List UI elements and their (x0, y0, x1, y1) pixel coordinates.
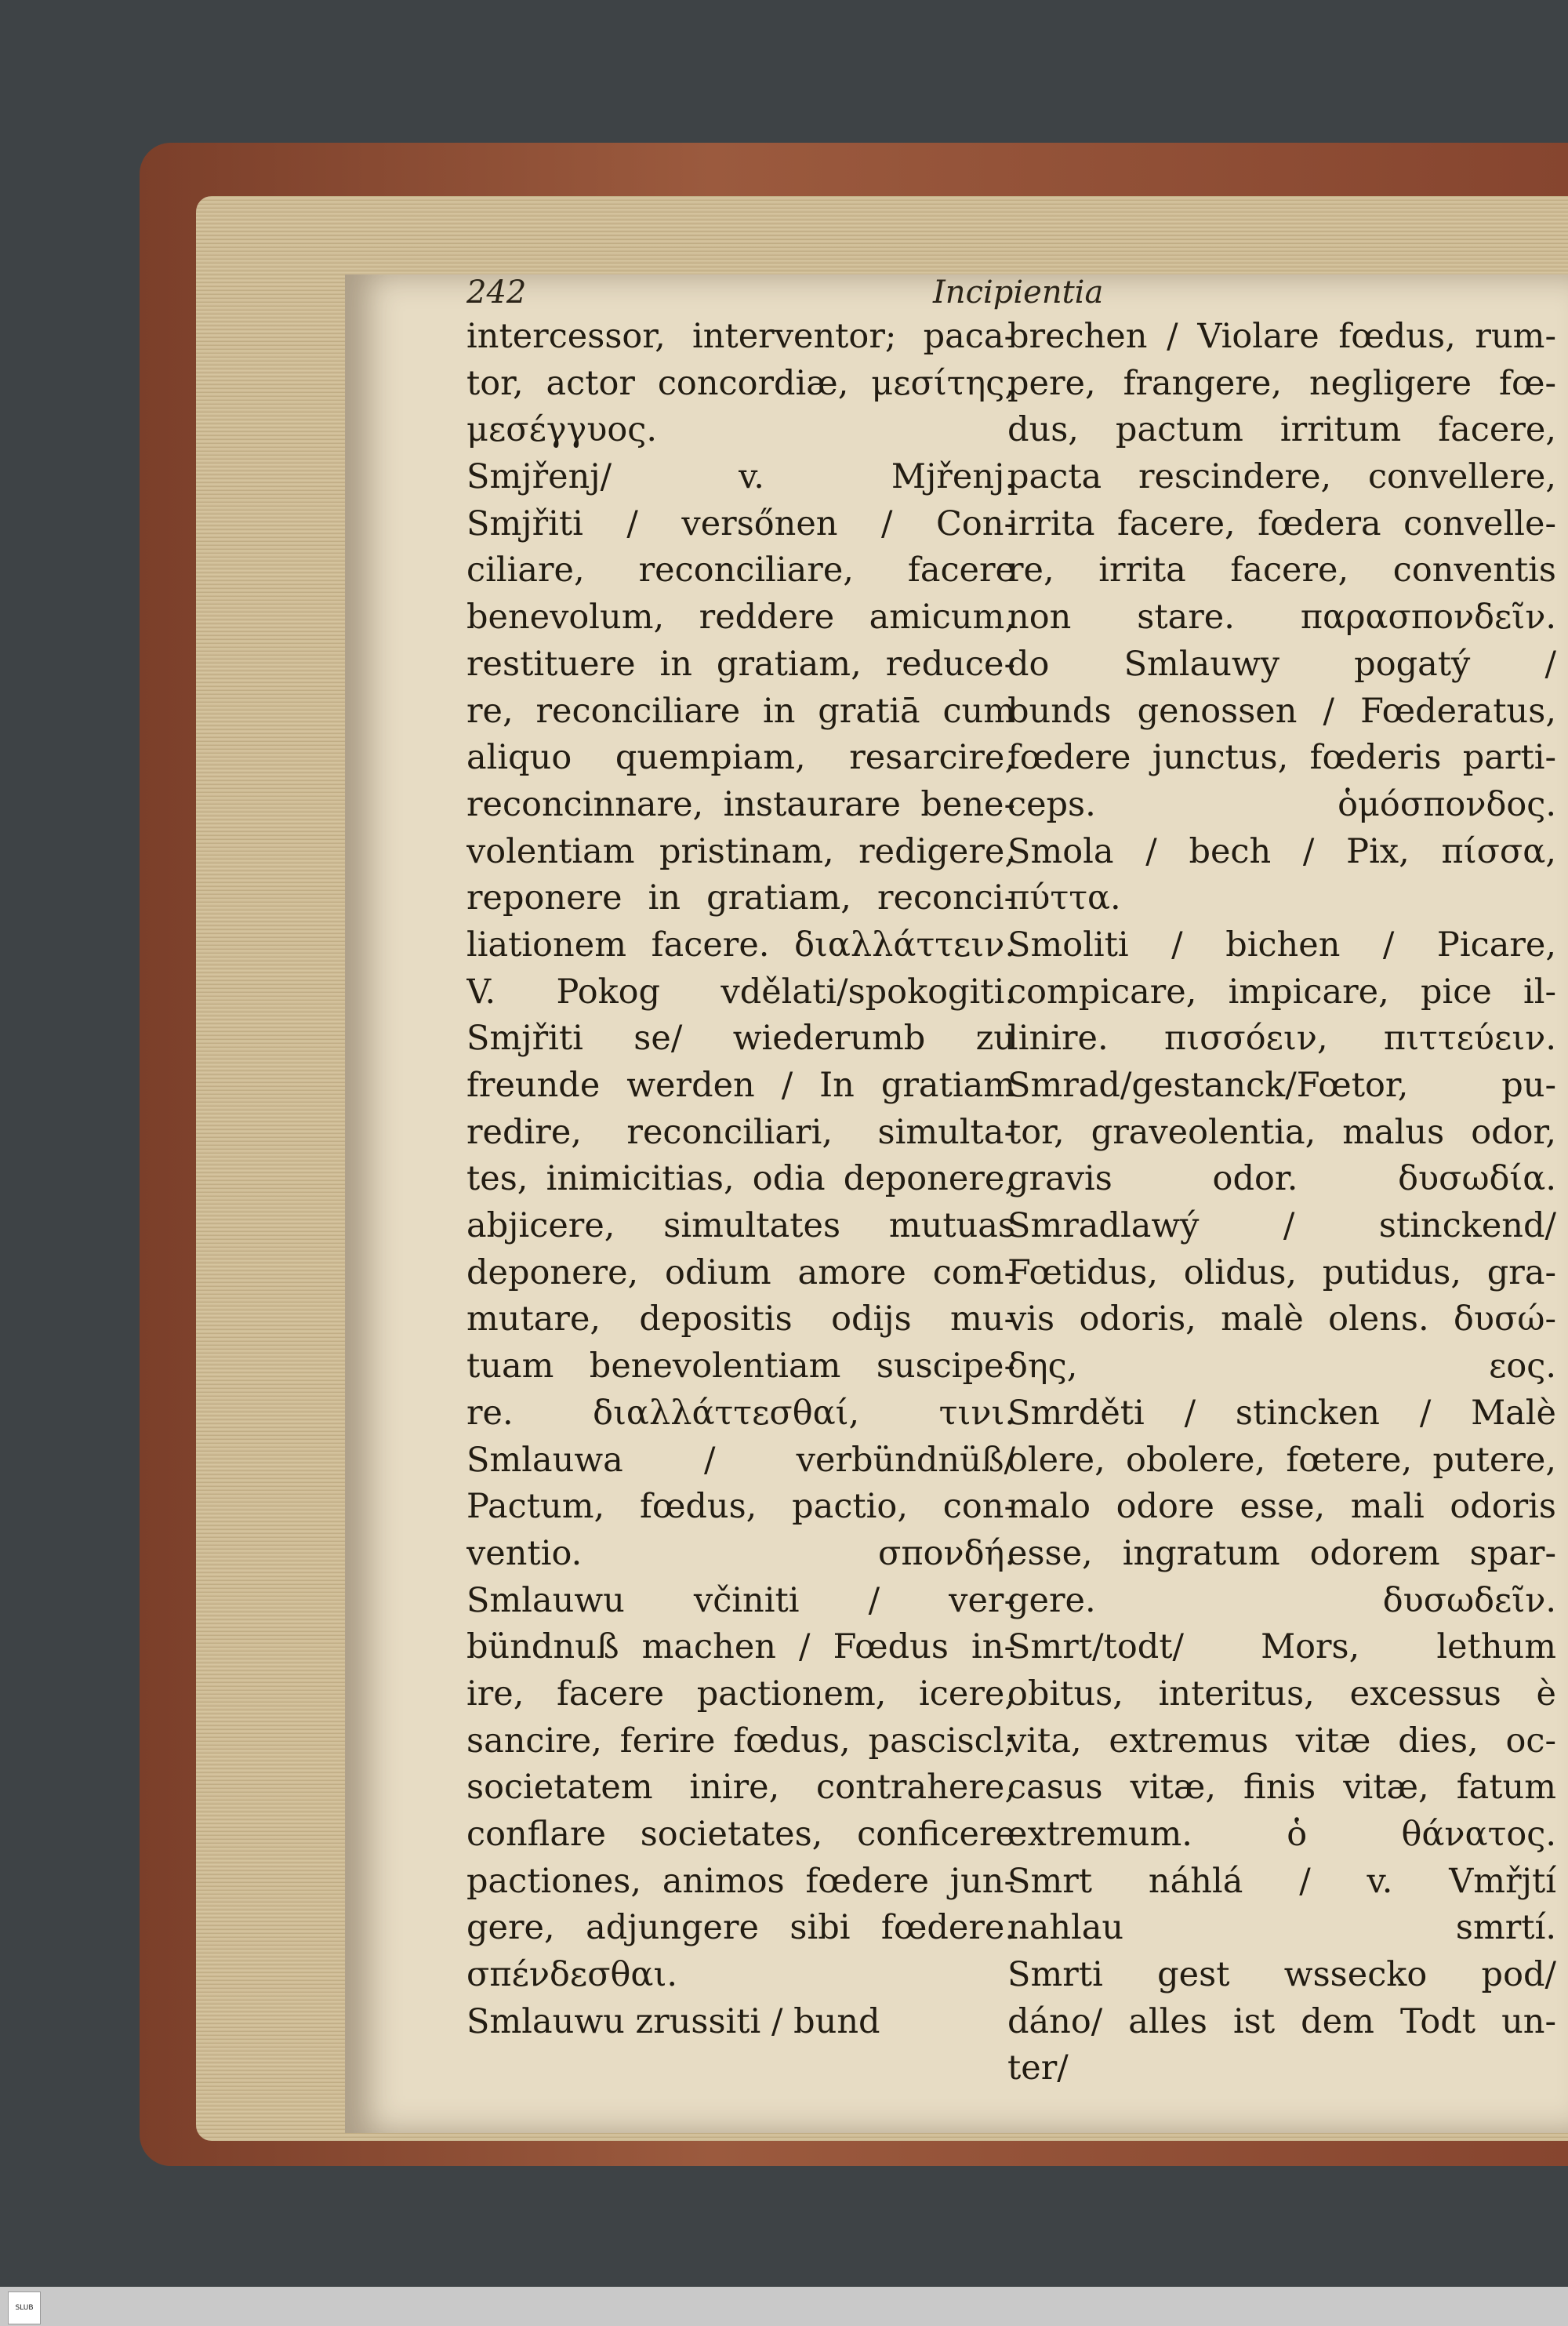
right-column-line: dáno/ alles ist dem Todt un- (1007, 2001, 1556, 2041)
right-column-line: δης, εος. (1007, 1347, 1556, 1387)
left-column-line: V. Pokog vdělati/spokogiti. (466, 972, 1015, 1012)
left-column-line: freunde werden / In gratiam (466, 1066, 1015, 1105)
right-column-line: pere, frangere, negligere fœ- (1007, 363, 1556, 403)
library-logo-icon (8, 2291, 41, 2324)
left-column-line: reconcinnare, instaurare bene- (466, 784, 1015, 824)
right-column-line: Smrti gest wssecko pod/ (1007, 1955, 1556, 1995)
right-column-line: non stare. παρασπονδεῖν. (1007, 598, 1556, 638)
left-column (466, 314, 1015, 2045)
right-column-line: Smrt náhlá / v. Vmřjtí (1007, 1861, 1556, 1901)
left-column-line: bündnuß machen / Fœdus in- (466, 1627, 1015, 1667)
right-column-line: esse, ingratum odorem spar- (1007, 1533, 1556, 1573)
left-column-line: ciliare, reconciliare, facere (466, 551, 1015, 591)
left-column-line: societatem inire, contrahere, (466, 1768, 1015, 1808)
left-column-line: pactiones, animos fœdere jun- (466, 1861, 1015, 1901)
left-column-line: redire, reconciliari, simulta- (466, 1112, 1015, 1152)
right-column-line: Fœtidus, olidus, putidus, gra- (1007, 1252, 1556, 1292)
left-column-line: benevolum, reddere amicum, (466, 598, 1015, 638)
right-column-line: ceps. ὁμόσπονδος. (1007, 784, 1556, 824)
right-column-line: Smrad/gestanck/Fœtor, pu- (1007, 1066, 1556, 1105)
right-column-line: Smoliti / bichen / Picare, (1007, 925, 1556, 965)
left-column-line: Pactum, fœdus, pactio, con- (466, 1487, 1015, 1527)
running-head: Incipientia (933, 274, 1104, 311)
right-column-line: Smradlawý / stinckend/ (1007, 1206, 1556, 1246)
right-column-line: vis odoris, malè olens. δυσώ- (1007, 1299, 1556, 1339)
scan-footer-bar (0, 2287, 1568, 2326)
left-column-line: μεσέγγυος. (466, 410, 658, 450)
library-logo-text: SLUB (15, 2304, 34, 2312)
right-column-line: gravis odor. δυσωδία. (1007, 1159, 1556, 1199)
left-column-line: mutare, depositis odijs mu- (466, 1299, 1015, 1339)
right-column-line: brechen / Violare fœdus, rum- (1007, 317, 1556, 356)
left-column-line: restituere in gratiam, reduce- (466, 644, 1015, 684)
left-column-line: ire, facere pactionem, icere, (466, 1674, 1015, 1714)
right-column-line: extremum. ὁ θάνατος. (1007, 1815, 1556, 1854)
right-column-line: gere. δυσωδεῖν. (1007, 1580, 1556, 1620)
left-column-line: tuam benevolentiam suscipe- (466, 1347, 1015, 1387)
right-column-line: nahlau smrtí. (1007, 1908, 1556, 1948)
right-column-line: casus vitæ, finis vitæ, fatum (1007, 1768, 1556, 1808)
right-column (1007, 314, 1556, 2092)
right-column-line: vita, extremus vitæ dies, oc- (1007, 1721, 1556, 1761)
left-column-line: tes, inimicitias, odia deponere, (466, 1159, 1015, 1199)
left-column-line: Smjřiti / versőnen / Con- (466, 503, 1015, 543)
right-column-line: Smrt/todt/ Mors, lethum (1007, 1627, 1556, 1667)
left-column-line: aliquo quempiam, resarcire, (466, 738, 1015, 778)
left-column-line: sancire, ferire fœdus, pasciscl; (466, 1721, 1015, 1761)
left-column-line: volentiam pristinam, redigere, (466, 831, 1015, 871)
right-column-line: obitus, interitus, excessus è (1007, 1674, 1556, 1714)
page-header (466, 274, 1345, 314)
left-column-line: ventio. σπονδή. (466, 1533, 1015, 1573)
page-number: 242 (466, 274, 527, 311)
right-column-line: compicare, impicare, pice il- (1007, 972, 1556, 1012)
left-column-line: re. διαλλάττεσθαί, τινι. (466, 1393, 1015, 1433)
right-column-line: irrita facere, fœdera convelle- (1007, 503, 1556, 543)
left-column-line: tor, actor concordiæ, μεσίτης, (466, 363, 1015, 403)
left-column-line: Smlauwu zrussiti / bund (466, 2001, 880, 2041)
right-column-line: dus, pactum irritum facere, (1007, 410, 1556, 450)
right-column-line: πύττα. (1007, 878, 1121, 918)
left-column-line: intercessor, interventor; paca- (466, 317, 1015, 356)
left-column-line: deponere, odium amore com- (466, 1252, 1015, 1292)
left-column-line: σπένδεσθαι. (466, 1955, 678, 1995)
left-column-line: reponere in gratiam, reconci- (466, 878, 1015, 918)
left-column-line: Smlauwu včiniti / ver- (466, 1580, 1015, 1620)
left-column-line: Smjřiti se/ wiederumb zu (466, 1019, 1015, 1059)
right-column-line: olere, obolere, fœtere, putere, (1007, 1440, 1556, 1480)
left-column-line: conflare societates, conficere (466, 1815, 1015, 1854)
right-column-line: Smrděti / stincken / Malè (1007, 1393, 1556, 1433)
left-column-line: abjicere, simultates mutuas (466, 1206, 1015, 1246)
right-column-line: linire. πισσόειν, πιττεύειν. (1007, 1019, 1556, 1059)
right-column-line: bunds genossen / Fœderatus, (1007, 691, 1556, 731)
left-column-line: gere, adjungere sibi fœdere. (466, 1908, 1015, 1948)
right-column-line: malo odore esse, mali odoris (1007, 1487, 1556, 1527)
right-column-line: re, irrita facere, conventis (1007, 551, 1556, 591)
right-column-line: do Smlauwy pogatý / (1007, 644, 1556, 684)
left-column-line: Smlauwa / verbündnüß/ (466, 1440, 1015, 1480)
right-column-line: tor, graveolentia, malus odor, (1007, 1112, 1556, 1152)
right-column-line: Smola / bech / Pix, πίσσα, (1007, 831, 1556, 871)
right-column-line: ter/ (1007, 2048, 1069, 2088)
left-column-line: re, reconciliare in gratiā cum (466, 691, 1015, 731)
left-column-line: Smjřenj/ v. Mjřenj. (466, 457, 1015, 497)
right-column-line: fœdere junctus, fœderis parti- (1007, 738, 1556, 778)
right-column-line: pacta rescindere, convellere, (1007, 457, 1556, 497)
left-column-line: liationem facere. διαλλάττειν. (466, 925, 1015, 965)
